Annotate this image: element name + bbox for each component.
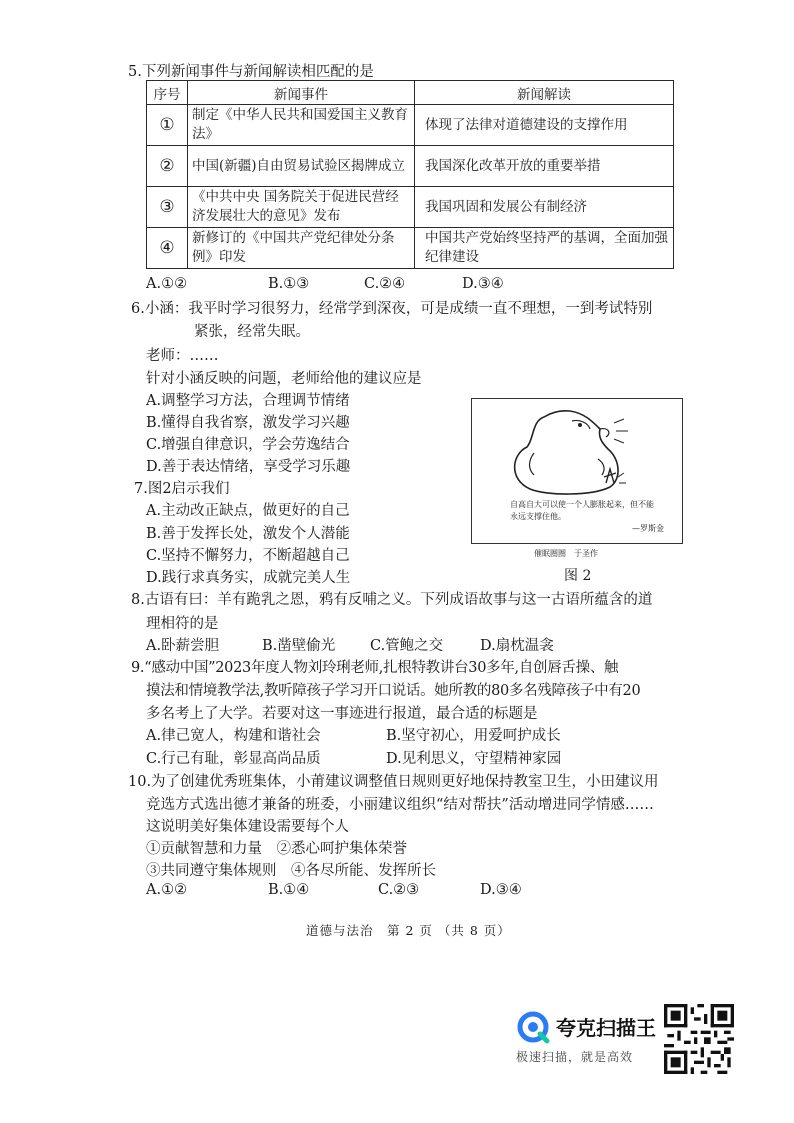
q10-line-2: 竞选方式选出德才兼备的班委，小丽建议组织“结对帮扶”活动增进同学情感…… (146, 797, 654, 813)
row-number: ③ (147, 187, 188, 228)
news-event: 新修订的《中国共产党纪律处分条例》印发 (188, 228, 415, 269)
news-table (146, 80, 674, 269)
cartoon-quote: 自高自大可以使一个人膨胀起来，但不能 永远支撑住他。 (510, 500, 654, 521)
q6-option-b: B.懂得自我省察，激发学习兴趣 (146, 415, 350, 431)
q10-option-b: B.①④ (268, 882, 310, 898)
table-row (147, 105, 674, 146)
row-number: ② (147, 146, 188, 187)
news-interpretation: 我国巩固和发展公有制经济 (415, 187, 674, 228)
figure-2-cartoon (471, 398, 683, 544)
q6-line-1: 6.小涵：我平时学习很努力，经常学到深夜，可是成绩一直不理想，一到考试特别 (131, 301, 653, 317)
q9-line-1: 9.“感动中国”2023年度人物刘玲琍老师,扎根特教讲台30多年,自创唇舌操、触 (131, 660, 619, 676)
q8-option-b: B.凿壁偷光 (262, 638, 336, 654)
news-event: 中国(新疆)自由贸易试验区揭牌成立 (188, 146, 415, 187)
q10-option-d: D.③④ (480, 882, 522, 898)
news-event: 《中共中央 国务院关于促进民营经济发展壮大的意见》发布 (188, 187, 415, 228)
news-interpretation: 中国共产党始终坚持严的基调，全面加强纪律建设 (415, 228, 674, 269)
news-interpretation: 体现了法律对道德建设的支撑作用 (415, 105, 674, 146)
q9-option-b: B.坚守初心，用爱呵护成长 (386, 728, 561, 744)
scanner-logo-icon (516, 1010, 550, 1044)
q6-question: 针对小涵反映的问题，老师给他的建议应是 (146, 371, 422, 387)
q7-option-d: D.践行求真务实，成就完美人生 (146, 570, 351, 586)
row-number: ④ (147, 228, 188, 269)
cartoon-credit: 催眠圈圈 于圣作 (534, 549, 598, 558)
table-header: 序号 (147, 81, 188, 105)
q9-line-3: 多名考上了大学。若要对这一事迹进行报道，最合适的标题是 (146, 706, 538, 722)
q8-line-1: 8.古语有曰：羊有跪乳之恩，鸦有反哺之义。下列成语故事与这一古语所蕴含的道 (131, 592, 653, 608)
q8-option-c: C.管鲍之交 (370, 638, 444, 654)
news-event: 制定《中华人民共和国爱国主义教育法》 (188, 105, 415, 146)
table-header: 新闻解读 (415, 81, 674, 105)
scanner-app-name: 夸克扫描王 (556, 1016, 656, 1040)
table-row (147, 228, 674, 269)
q9-line-2: 摸法和情境教学法,教听障孩子学习开口说话。她所教的80多名残障孩子中有20 (146, 683, 641, 699)
q6-teacher: 老师：…… (146, 348, 219, 364)
q8-option-d: D.扇枕温衾 (480, 638, 554, 654)
q6-line-2: 紧张，经常失眠。 (194, 324, 310, 340)
q5-option-c: C.②④ (364, 276, 406, 292)
table-row (147, 187, 674, 228)
q5-option-b: B.①③ (268, 276, 310, 292)
q8-option-a: A.卧薪尝胆 (146, 638, 220, 654)
qr-code-icon (664, 1004, 734, 1074)
q9-option-d: D.见利思义，守望精神家园 (386, 751, 562, 767)
q8-line-2: 理相符的是 (146, 616, 219, 632)
q10-line-1: 10.为了创建优秀班集体，小莆建议调整值日规则更好地保持教室卫生，小田建议用 (128, 774, 659, 790)
q7-option-a: A.主动改正缺点，做更好的自己 (146, 503, 350, 519)
q10-line-3: 这说明美好集体建设需要每个人 (146, 819, 349, 835)
q10-option-a: A.①② (146, 882, 188, 898)
table-header: 新闻事件 (188, 81, 415, 105)
q5-option-a: A.①② (146, 276, 188, 292)
q10-items-2: ③共同遵守集体规则 ④各尽所能、发挥所长 (146, 863, 436, 879)
q7-option-b: B.善于发挥长处，激发个人潜能 (146, 526, 350, 542)
q6-option-a: A.调整学习方法，合理调节情绪 (146, 393, 350, 409)
q9-option-c: C.行己有耻，彰显高尚品质 (146, 751, 321, 767)
q10-items-1: ①贡献智慧和力量 ②悉心呵护集体荣誉 (146, 841, 407, 857)
q5-option-d: D.③④ (462, 276, 504, 292)
q10-option-c: C.②③ (378, 882, 420, 898)
figure-label: 图 2 (564, 568, 592, 584)
table-row (147, 146, 674, 187)
q9-option-a: A.律己宽人，构建和谐社会 (146, 728, 321, 744)
q7-stem: 7.图2启示我们 (134, 481, 230, 497)
scanner-watermark (516, 1010, 794, 1090)
cartoon-author: —罗斯金 (632, 524, 664, 533)
page-footer: 道德与法治 第 2 页 （共 8 页） (306, 923, 511, 938)
row-number: ① (147, 105, 188, 146)
q6-option-c: C.增强自律意识，学会劳逸结合 (146, 437, 350, 453)
news-interpretation: 我国深化改革开放的重要举措 (415, 146, 674, 187)
scanner-slogan: 极速扫描，就是高效 (516, 1050, 634, 1064)
q5-stem: 5.下列新闻事件与新闻解读相匹配的是 (128, 64, 374, 80)
q6-option-d: D.善于表达情绪，享受学习乐趣 (146, 459, 351, 475)
q7-option-c: C.坚持不懈努力，不断超越自己 (146, 548, 350, 564)
inflated-man-illustration (472, 399, 682, 499)
